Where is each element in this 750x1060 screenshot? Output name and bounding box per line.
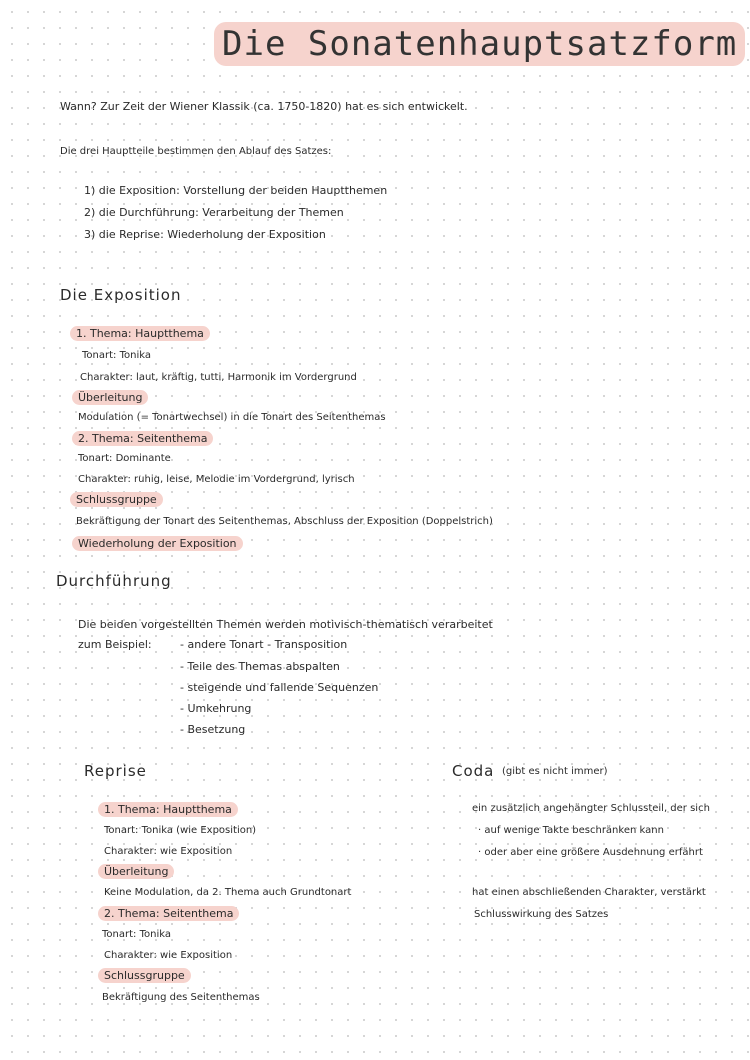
expo-theme2-label: 2. Thema: Seitenthema xyxy=(72,431,213,446)
recap-theme2-character: Charakter: wie Exposition xyxy=(104,950,233,961)
coda-text: Schlusswirkung des Satzes xyxy=(474,909,609,920)
expo-theme2-key: Tonart: Dominante xyxy=(78,453,171,464)
development-example-label: zum Beispiel: xyxy=(78,638,152,651)
development-example: - steigende und fallende Sequenzen xyxy=(180,681,379,694)
development-example: - andere Tonart - Transposition xyxy=(180,638,348,651)
recap-theme2-key: Tonart: Tonika xyxy=(102,929,171,940)
expo-theme1-key: Tonart: Tonika xyxy=(82,350,151,361)
recap-theme1-key: Tonart: Tonika (wie Exposition) xyxy=(104,825,257,836)
recap-closing-label: Schlussgruppe xyxy=(98,968,191,983)
development-heading: Durchführung xyxy=(56,572,172,590)
coda-text: · oder aber eine größere Ausdehnung erfährt xyxy=(478,847,703,858)
expo-closing-label: Schlussgruppe xyxy=(70,492,163,507)
recap-theme2-label: 2. Thema: Seitenthema xyxy=(98,906,239,921)
coda-note: (gibt es nicht immer) xyxy=(502,766,608,777)
coda-text: · auf wenige Takte beschränken kann xyxy=(478,825,664,836)
intro-parts-heading: Die drei Hauptteile bestimmen den Ablauf des Satzes: xyxy=(60,146,332,157)
expo-transition-text: Modulation (= Tonartwechsel) in die Tonart des Seitenthemas xyxy=(78,412,386,423)
expo-theme1-character: Charakter: laut, kräftig, tutti, Harmonik im Vordergrund xyxy=(80,372,357,383)
part-item: 2) die Durchführung: Verarbeitung der Themen xyxy=(84,206,344,219)
recap-heading: Reprise xyxy=(84,762,147,780)
part-item: 3) die Reprise: Wiederholung der Exposition xyxy=(84,228,326,241)
coda-heading: Coda xyxy=(452,762,495,780)
part-item: 1) die Exposition: Vorstellung der beiden Hauptthemen xyxy=(84,184,388,197)
page-title: Die Sonatenhauptsatzform xyxy=(214,22,745,66)
coda-text: hat einen abschließenden Charakter, verstärkt xyxy=(472,887,706,898)
development-example: - Besetzung xyxy=(180,723,246,736)
recap-theme1-character: Charakter: wie Exposition xyxy=(104,846,233,857)
recap-theme1-label: 1. Thema: Hauptthema xyxy=(98,802,238,817)
expo-theme2-character: Charakter: ruhig, leise, Melodie im Vordergrund, lyrisch xyxy=(78,474,355,485)
expo-transition-label: Überleitung xyxy=(72,390,148,405)
development-example: - Umkehrung xyxy=(180,702,252,715)
recap-transition-label: Überleitung xyxy=(98,864,174,879)
intro-when: Wann? Zur Zeit der Wiener Klassik (ca. 1750-1820) hat es sich entwickelt. xyxy=(60,100,468,113)
recap-closing-text: Bekräftigung des Seitenthemas xyxy=(102,992,260,1003)
development-example: - Teile des Themas abspalten xyxy=(180,660,340,673)
exposition-heading: Die Exposition xyxy=(60,286,182,304)
coda-text: ein zusätzlich angehängter Schlussteil, der sich xyxy=(472,803,710,814)
expo-theme1-label: 1. Thema: Hauptthema xyxy=(70,326,210,341)
development-text: Die beiden vorgestellten Themen werden motivisch-thematisch verarbeitet xyxy=(78,618,493,631)
recap-transition-text: Keine Modulation, da 2. Thema auch Grundtonart xyxy=(104,887,352,898)
expo-repeat-label: Wiederholung der Exposition xyxy=(72,536,243,551)
expo-closing-text: Bekräftigung der Tonart des Seitenthemas, Abschluss der Exposition (Doppelstrich) xyxy=(76,516,493,527)
